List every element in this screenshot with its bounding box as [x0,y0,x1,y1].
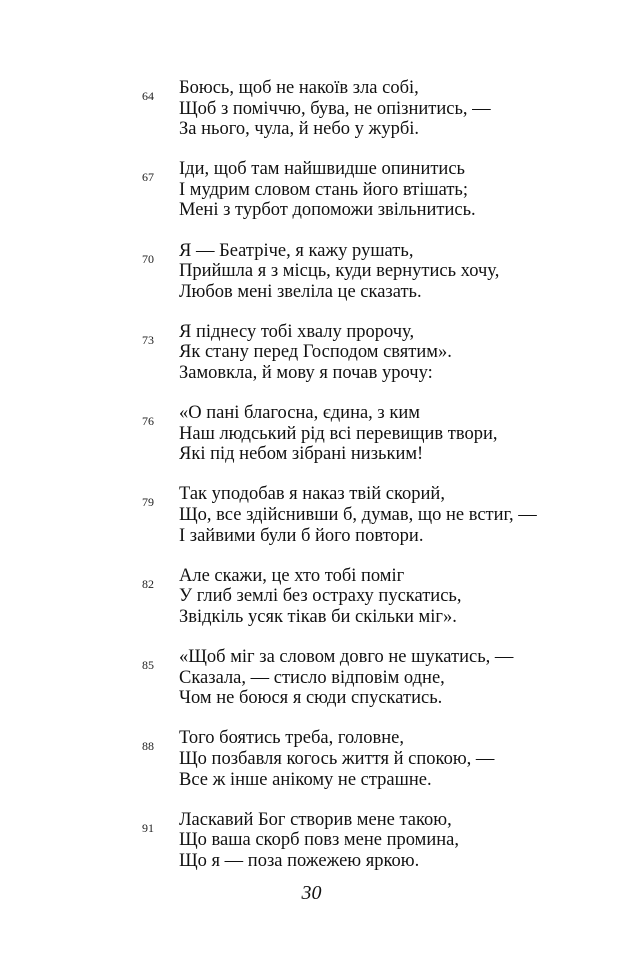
stanza [0,484,623,565]
line-number: 82 [142,576,154,591]
page-number: 30 [301,882,322,904]
verse-line: Сказала, — стисло відповім одне, [179,667,445,688]
stanza [0,810,623,891]
stanza [0,403,623,484]
stanza-text [179,159,476,221]
stanza-text [179,78,491,140]
verse-line: Так уподобав я наказ твій скорий, [179,484,445,505]
stanza [0,159,623,240]
verse-line: І зайвими були б його повтори. [179,525,424,546]
verse-line: Наш людський рід всі перевищив твори, [179,423,498,444]
verse-line: Мені з турбот допоможи звільнитись. [179,200,476,221]
stanza [0,241,623,322]
verse-line: Я — Беатріче, я кажу рушать, [179,240,414,261]
poem-body [0,78,623,891]
verse-line: Замовкла, й мову я почав урочу: [179,363,433,384]
line-number: 91 [142,820,154,835]
verse-line: Звідкіль усяк тікав би скільки міг». [179,606,457,627]
line-number: 85 [142,658,154,673]
stanza-text [179,241,499,303]
stanza [0,647,623,728]
stanza [0,566,623,647]
verse-line: Прийшла я з місць, куди вернутись хочу, [179,261,500,282]
verse-line: Чом не боюся я сюди спускатись. [179,688,443,709]
line-number: 64 [142,89,154,103]
verse-line: Ласкавий Бог створив мене такою, [179,809,452,830]
verse-line: За нього, чула, й небо у журбі. [179,119,420,140]
line-number: 79 [142,495,154,510]
line-number: 73 [142,332,154,347]
stanza [0,728,623,809]
verse-line: Я піднесу тобі хвалу пророчу, [179,321,415,342]
verse-line: Що, все здійснивши б, думав, що не встиг, — [179,505,537,526]
verse-line: Любов мені звеліла це сказать. [179,281,422,302]
stanza [0,78,623,159]
verse-line: Того боятись треба, головне, [179,728,404,749]
line-number: 76 [142,414,154,429]
line-number: 67 [142,170,154,185]
verse-line: Але скажи, це хто тобі поміг [179,565,405,586]
verse-line: «Щоб міг за словом довго не шукатись, — [179,647,514,668]
stanza [0,322,623,403]
verse-line: Що позбавля когось життя й спокою, — [179,748,495,769]
stanza-text [179,810,459,872]
verse-line: «О пані благосна, єдина, з ким [179,403,420,424]
verse-line: У глиб землі без остраху пускатись, [179,586,462,607]
verse-line: Щоб з поміччю, бува, не опізнитись, — [179,98,491,119]
line-number: 70 [142,251,154,266]
verse-line: Як стану перед Господом святим». [179,342,452,363]
verse-line: Які під небом зібрані низьким! [179,444,424,465]
stanza-text [179,484,537,546]
verse-line: Все ж інше анікому не страшне. [179,769,432,790]
line-number: 88 [142,739,154,754]
stanza-text [179,403,498,465]
stanza-text [179,322,452,384]
verse-line: Що я — поза пожежею яркою. [179,850,420,871]
stanza-text [179,728,494,790]
verse-line: Боюсь, щоб не накоїв зла собі, [179,78,419,98]
stanza-text [179,566,461,628]
verse-line: Іди, щоб там найшвидше опинитись [179,159,465,180]
stanza-text [179,647,513,709]
verse-line: І мудрим словом стань його втішать; [179,179,468,200]
verse-line: Що ваша скорб повз мене промина, [179,830,459,851]
